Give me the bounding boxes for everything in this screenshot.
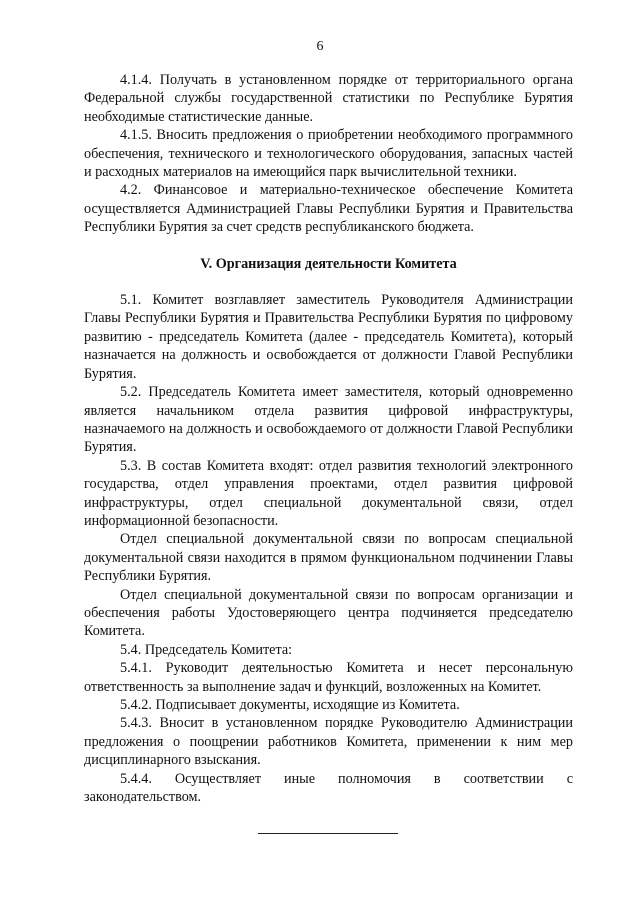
paragraph-5-1: 5.1. Комитет возглавляет заместитель Руководителя Администрации Главы Республики Бурятия и Правительства Республики Бурятия по цифровому развитию - председатель Комитета (далее - председатель Комитета), который назначается на должность и освобождается от должности Главой Республики Бурятия.	[84, 292, 573, 382]
paragraph-5-4-2: 5.4.2. Подписывает документы, исходящие из Комитета.	[120, 697, 460, 713]
paragraph-5-3: 5.3. В состав Комитета входят: отдел развития технологий электронного государства, отдел управления проектами, отдел развития цифровой инфраструктуры, отдел специальной документальной связи, отдел информационной безопасности.	[84, 457, 573, 529]
paragraph-certification-center-subordination: Отдел специальной документальной связи по вопросам организации и обеспечения работы Удостоверяющего центра подчиняется председателю Комитета.	[84, 586, 573, 640]
document-body	[84, 71, 573, 806]
paragraph-5-4-4: 5.4.4. Осуществляет иные полномочия в соответствии с законодательством.	[84, 770, 573, 806]
paragraph-4-1-5: 4.1.5. Вносить предложения о приобретении необходимого программного обеспечения, технического и технологического оборудования, запасных частей и расходных материалов на имеющийся парк вычислительной техники.	[84, 127, 573, 181]
paragraph-5-4-1: 5.4.1. Руководит деятельностью Комитета и несет персональную ответственность за выполнение задач и функций, возложенных на Комитет.	[84, 660, 573, 695]
footer-divider	[258, 833, 398, 834]
page-number: 6	[316, 39, 324, 54]
paragraph-4-1-4: 4.1.4. Получать в установленном порядке от территориального органа Федеральной службы государственной статистики по Республике Бурятия необходимые статистические данные.	[84, 72, 573, 125]
paragraph-4-2: 4.2. Финансовое и материально-техническое обеспечение Комитета осуществляется Администрацией Главы Республики Бурятия и Правительства Республики Бурятия за счет средств республиканского бюджета.	[84, 182, 573, 236]
section-heading: V. Организация деятельности Комитета	[200, 255, 457, 272]
paragraph-5-2: 5.2. Председатель Комитета имеет заместителя, который одновременно является начальником отдела развития цифровой инфраструктуры, назначаемого на должность и освобождаемого от должности Главой Республики Бурятия.	[84, 384, 573, 456]
paragraph-special-communication-subordination: Отдел специальной документальной связи по вопросам специальной документальной связи находится в прямом функциональном подчинении Главы Республики Бурятия.	[84, 531, 573, 585]
paragraph-5-4: 5.4. Председатель Комитета:	[120, 641, 293, 658]
paragraph-5-4-3: 5.4.3. Вносит в установленном порядке Руководителю Администрации предложения о поощрении работников Комитета, применении к ним мер дисциплинарного взыскания.	[84, 715, 573, 769]
